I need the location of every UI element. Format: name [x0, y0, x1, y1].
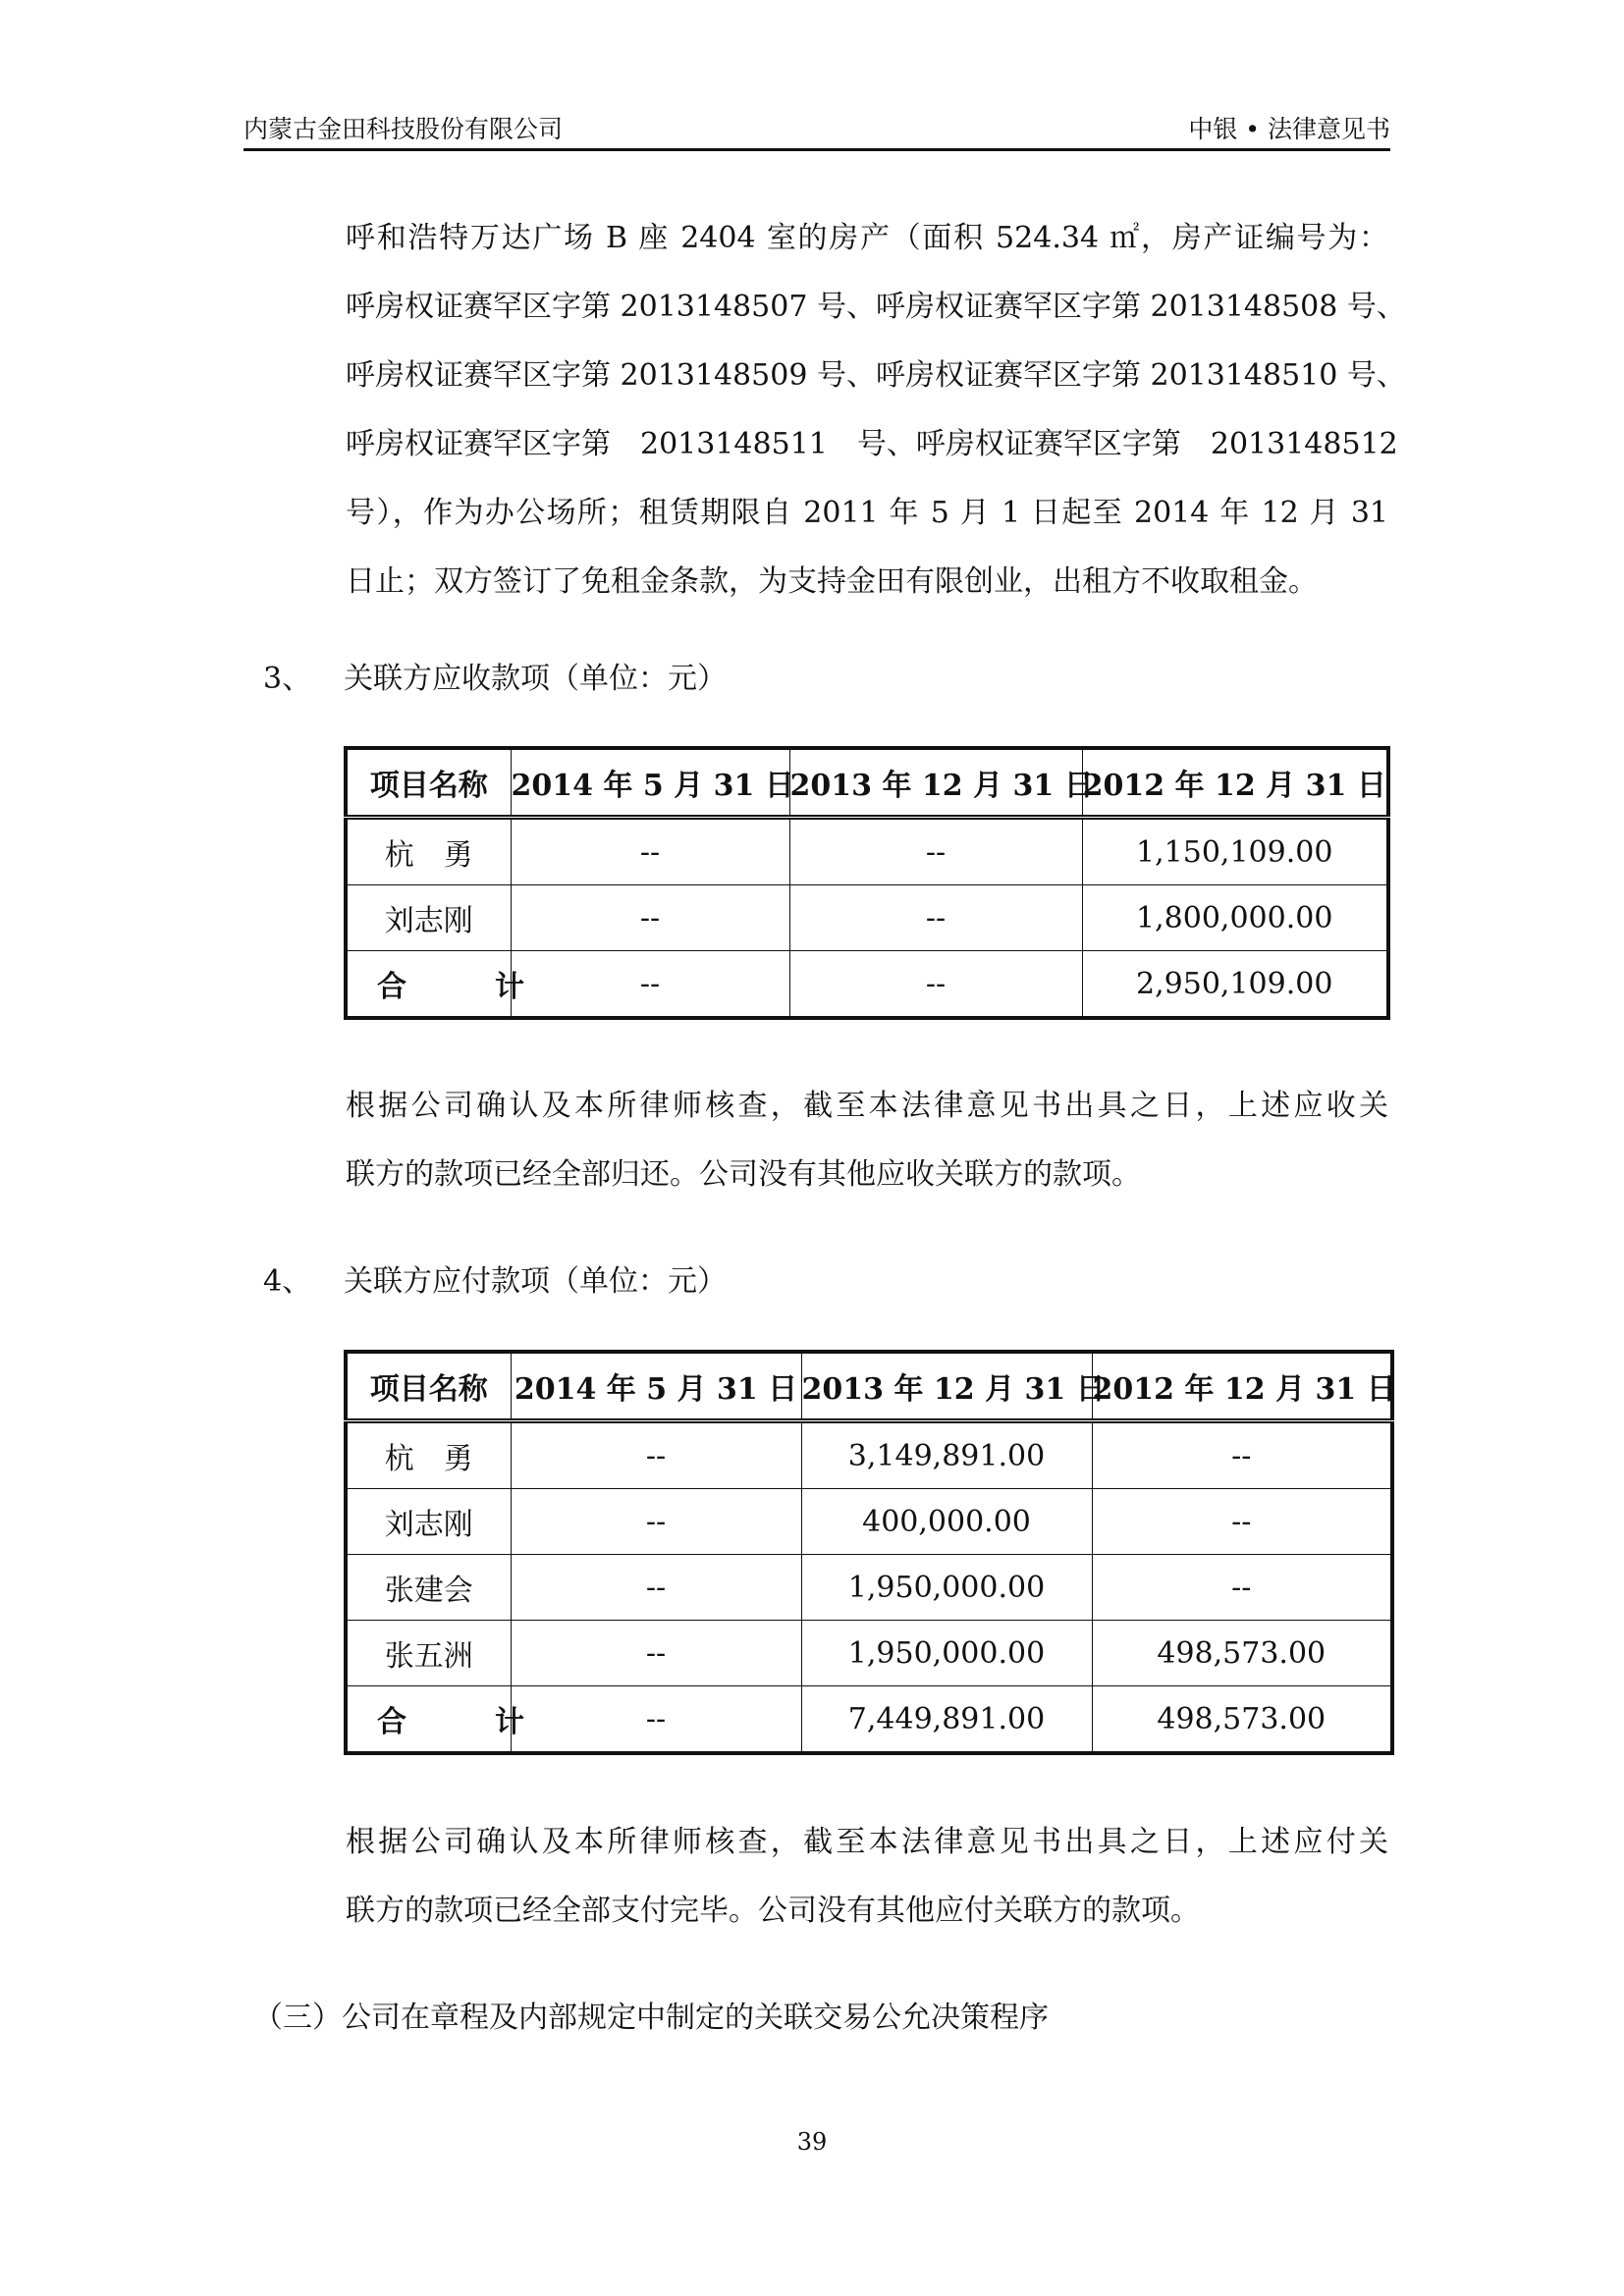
table-cell: 1,150,109.00 — [1082, 818, 1388, 885]
page-number: 39 — [796, 2128, 828, 2156]
table-row — [346, 1489, 1392, 1555]
table-cell: -- — [1092, 1421, 1392, 1489]
page-header — [244, 106, 1390, 151]
column-header: 2013 年 12 月 31 日 — [789, 748, 1082, 818]
section-4-heading — [263, 1262, 727, 1302]
table-cell: -- — [789, 885, 1082, 951]
section-3-heading — [263, 660, 727, 699]
column-header: 项目名称 — [346, 1352, 511, 1421]
table-cell: 1,800,000.00 — [1082, 885, 1388, 951]
paragraph-line: 号），作为办公场所；租赁期限自 2011 年 5 月 1 日起至 2014 年 12 月 31 — [346, 496, 1388, 530]
column-header: 2013 年 12 月 31 日 — [801, 1352, 1092, 1421]
table-row — [346, 1621, 1392, 1686]
column-header: 2012 年 12 月 31 日 — [1092, 1352, 1392, 1421]
receivables-note — [346, 1072, 1388, 1209]
table-cell: 498,573.00 — [1092, 1621, 1392, 1686]
table-cell: -- — [511, 1489, 801, 1555]
section-3-number: 3、 — [263, 662, 312, 696]
table-cell: 1,950,000.00 — [801, 1555, 1092, 1621]
table-row — [346, 1555, 1392, 1621]
receivables-table — [344, 746, 1390, 1020]
payables-note — [346, 1808, 1388, 1946]
paragraph-line: 联方的款项已经全部归还。公司没有其他应收关联方的款项。 — [346, 1157, 1141, 1192]
table-cell: 2,950,109.00 — [1082, 951, 1388, 1019]
header-company-name: 内蒙古金田科技股份有限公司 — [244, 115, 564, 143]
header-document-title: 中银 • 法律意见书 — [1188, 115, 1390, 143]
column-header: 2014 年 5 月 31 日 — [511, 1352, 801, 1421]
paragraph-line: 联方的款项已经全部支付完毕。公司没有其他应付关联方的款项。 — [346, 1894, 1200, 1928]
column-header: 2014 年 5 月 31 日 — [511, 748, 789, 818]
table-cell: -- — [1092, 1555, 1392, 1621]
table-cell: -- — [1092, 1489, 1392, 1555]
table-cell: 400,000.00 — [801, 1489, 1092, 1555]
table-cell: 杭 勇 — [346, 818, 511, 885]
payables-table — [344, 1350, 1394, 1755]
paragraph-line: 日止；双方签订了免租金条款，为支持金田有限创业，出租方不收取租金。 — [346, 564, 1318, 599]
table-row — [346, 885, 1388, 951]
table-cell: -- — [511, 1421, 801, 1489]
table-total-row — [346, 951, 1388, 1019]
table-cell: -- — [511, 1621, 801, 1686]
table-cell: -- — [511, 951, 789, 1019]
table-cell: 3,149,891.00 — [801, 1421, 1092, 1489]
table-cell: 1,950,000.00 — [801, 1621, 1092, 1686]
table-header-row — [346, 1352, 1392, 1421]
paragraph-line: 呼和浩特万达广场 B 座 2404 室的房产（面积 524.34 ㎡，房产证编号为： — [346, 221, 1388, 255]
section-4-title: 关联方应付款项（单位：元） — [344, 1264, 727, 1299]
section-4-number: 4、 — [263, 1264, 312, 1299]
table-cell: 498,573.00 — [1092, 1686, 1392, 1754]
header-rule — [244, 148, 1390, 151]
table-cell: 刘志刚 — [346, 1489, 511, 1555]
lease-paragraph — [346, 204, 1406, 616]
section-three-heading: （三）公司在章程及内部规定中制定的关联交易公允决策程序 — [253, 2001, 1049, 2035]
table-cell: 7,449,891.00 — [801, 1686, 1092, 1754]
paragraph-line: 根据公司确认及本所律师核查，截至本法律意见书出具之日，上述应收关 — [346, 1089, 1388, 1123]
table-cell: 合 计 — [346, 1686, 511, 1754]
column-header: 2012 年 12 月 31 日 — [1082, 748, 1388, 818]
paragraph-line: 根据公司确认及本所律师核查，截至本法律意见书出具之日，上述应付关 — [346, 1825, 1388, 1859]
table-cell: -- — [789, 951, 1082, 1019]
table-cell: 刘志刚 — [346, 885, 511, 951]
table-cell: 合 计 — [346, 951, 511, 1019]
paragraph-line: 呼房权证赛罕区字第 2013148511 号、呼房权证赛罕区字第 2013148512 — [346, 427, 1398, 461]
table-cell: 杭 勇 — [346, 1421, 511, 1489]
table-cell: -- — [511, 1686, 801, 1754]
table-cell: 张建会 — [346, 1555, 511, 1621]
section-3-title: 关联方应收款项（单位：元） — [344, 662, 727, 696]
column-header: 项目名称 — [346, 748, 511, 818]
table-cell: -- — [511, 818, 789, 885]
paragraph-line: 呼房权证赛罕区字第 2013148507 号、呼房权证赛罕区字第 2013148508 号、 — [346, 290, 1406, 324]
table-cell: -- — [511, 1555, 801, 1621]
table-total-row — [346, 1686, 1392, 1754]
table-cell: -- — [511, 885, 789, 951]
table-cell: -- — [789, 818, 1082, 885]
table-row — [346, 1421, 1392, 1489]
table-header-row — [346, 748, 1388, 818]
table-row — [346, 818, 1388, 885]
paragraph-line: 呼房权证赛罕区字第 2013148509 号、呼房权证赛罕区字第 2013148510 号、 — [346, 358, 1406, 393]
table-cell: 张五洲 — [346, 1621, 511, 1686]
